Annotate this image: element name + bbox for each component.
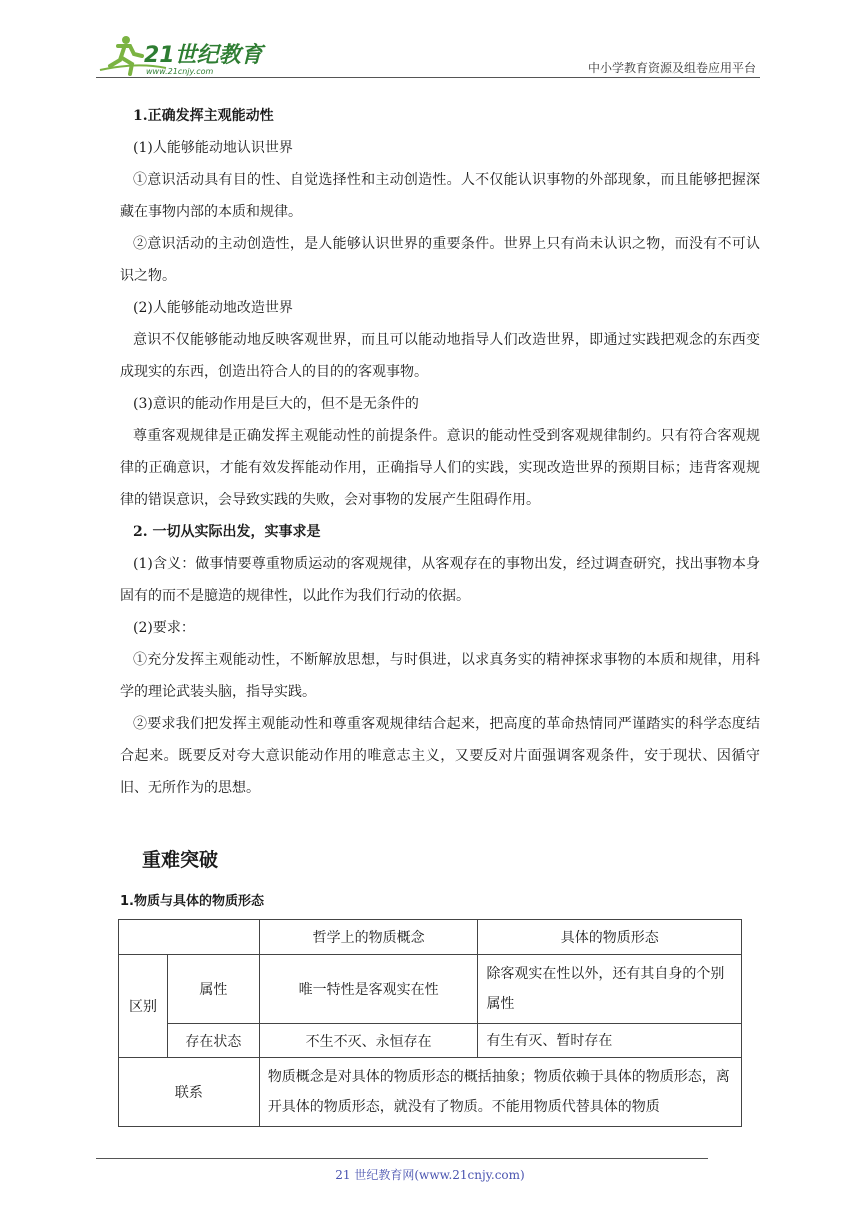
paragraph: ①意识活动具有目的性、自觉选择性和主动创造性。人不仅能认识事物的外部现象，而且能够把握深藏在事物内部的本质和规律。: [120, 172, 760, 220]
header-divider: [96, 77, 760, 78]
table-cell: 不生不灭、永恒存在: [259, 1024, 478, 1058]
heading-1: 1.正确发挥主观能动性: [133, 108, 274, 124]
table-row: [119, 1024, 742, 1058]
subheading-3: (3)意识的能动作用是巨大的，但不是无条件的: [133, 396, 419, 412]
table-row: [119, 1058, 742, 1127]
svg-text:www.21cnjy.com: www.21cnjy.com: [146, 67, 214, 76]
table-cell: 有生有灭、暂时存在: [478, 1024, 742, 1058]
paragraph: ②意识活动的主动创造性，是人能够认识世界的重要条件。世界上只有尚未认识之物，而没有不可认识之物。: [120, 236, 760, 284]
table-caption: 1.物质与具体的物质形态: [120, 894, 264, 909]
paragraph: ②要求我们把发挥主观能动性和尊重客观规律结合起来，把高度的革命热情同严谨踏实的科学态度结合起来。既要反对夸大意识能动作用的唯意志主义，又要反对片面强调客观条件，安于现状、因循守旧、无所作为的思想。: [120, 716, 760, 796]
table-row: [119, 955, 742, 1024]
subheading-1: (1)人能够能动地认识世界: [133, 140, 293, 156]
section-title: 重难突破: [142, 849, 219, 871]
table-row-label: 存在状态: [167, 1024, 259, 1058]
paragraph: ①充分发挥主观能动性，不断解放思想，与时俱进，以求真务实的精神探求事物的本质和规律，用科学的理论武装头脑，指导实践。: [120, 652, 760, 700]
subheading-2: (2)人能够能动地改造世界: [133, 300, 293, 316]
subheading-requirements: (2)要求：: [133, 620, 195, 636]
site-logo: [96, 32, 296, 78]
paragraph: 意识不仅能够能动地反映客观世界，而且可以能动地指导人们改造世界，即通过实践把观念的东西变成现实的东西，创造出符合人的目的的客观事物。: [120, 332, 760, 380]
page-header: [96, 30, 760, 80]
table-cell: 物质概念是对具体的物质形态的概括抽象；物质依赖于具体的物质形态，离开具体的物质形态，就没有了物质。不能用物质代替具体的物质: [259, 1058, 741, 1127]
main-content: [120, 100, 760, 804]
heading-2: 2. 一切从实际出发，实事求是: [133, 524, 321, 540]
table-group-cell: 区别: [119, 955, 168, 1058]
svg-text:21世纪教育: 21世纪教育: [144, 43, 263, 68]
table-header-cell: 具体的物质形态: [478, 920, 742, 955]
table-row-label: 属性: [167, 955, 259, 1024]
table-header-cell: 哲学上的物质概念: [259, 920, 478, 955]
footer-divider: [96, 1158, 708, 1159]
table-cell: 唯一特性是客观实在性: [259, 955, 478, 1024]
table-cell: 除客观实在性以外，还有其自身的个别属性: [478, 955, 742, 1024]
footer-text: 21 世纪教育网(www.21cnjy.com): [335, 1168, 525, 1182]
table-row-label: 联系: [119, 1058, 260, 1127]
comparison-table: [118, 919, 742, 1127]
paragraph: (1)含义：做事情要尊重物质运动的客观规律，从客观存在的事物出发，经过调查研究，找出事物本身固有的而不是臆造的规律性，以此作为我们行动的依据。: [120, 556, 760, 604]
paragraph: 尊重客观规律是正确发挥主观能动性的前提条件。意识的能动性受到客观规律制约。只有符合客观规律的正确意识，才能有效发挥能动作用，正确指导人们的实践，实现改造世界的预期目标；违背客观规律的错误意识，会导致实践的失败，会对事物的发展产生阻碍作用。: [120, 428, 760, 508]
table-header-row: [119, 920, 742, 955]
header-platform-text: 中小学教育资源及组卷应用平台: [587, 61, 756, 75]
table-cell-empty: [119, 920, 260, 955]
